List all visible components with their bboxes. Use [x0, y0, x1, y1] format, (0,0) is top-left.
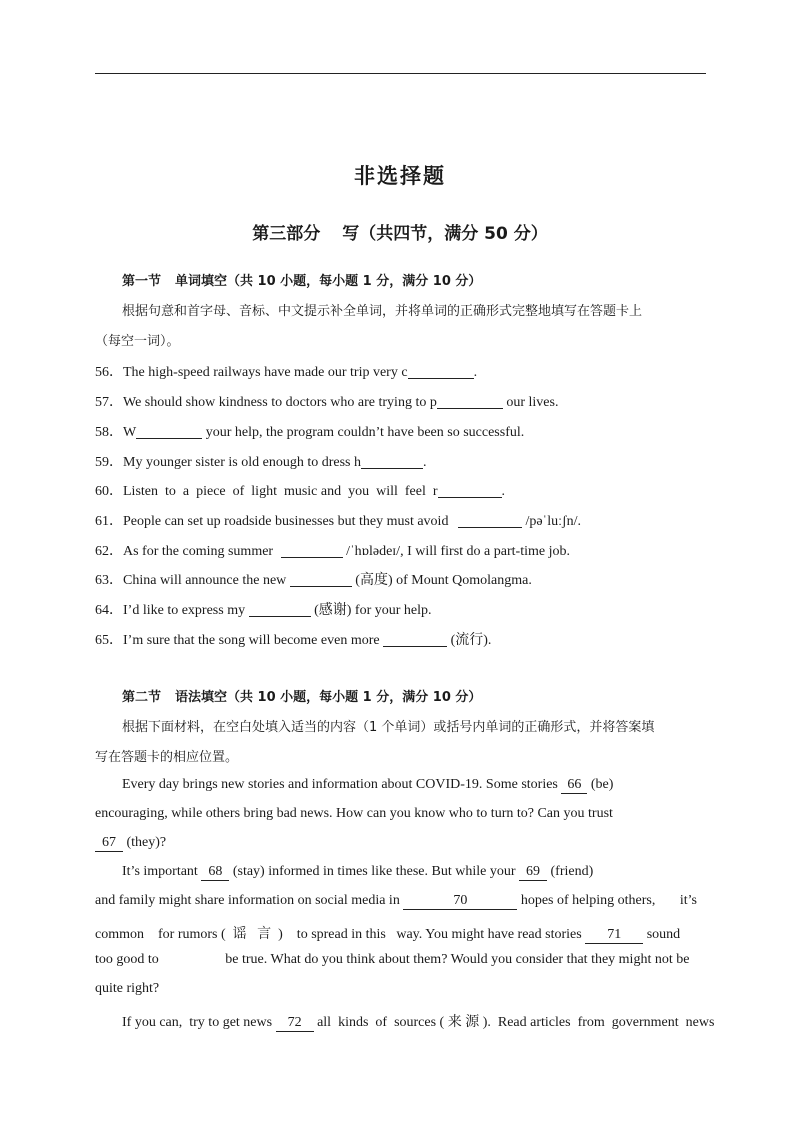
question-57: 57．We should show kindness to doctors who are trying to p our lives.	[95, 395, 559, 410]
question-61: 61．People can set up roadside businesses but they must avoid /pəˈluːʃn/.	[95, 514, 582, 529]
blank-71[interactable]: 71	[585, 927, 643, 944]
passage-line: It’s important 68 (stay) informed in times like these. But while your 69 (friend)	[122, 864, 594, 879]
section-2-instruction: 根据下面材料，在空白处填入适当的内容（1 个单词）或括号内单词的正确形式，并将答案填	[122, 720, 655, 735]
part-heading	[0, 219, 800, 244]
answer-blank[interactable]	[438, 483, 502, 498]
blank-68[interactable]: 68	[201, 864, 229, 881]
blank-72[interactable]: 72	[276, 1015, 314, 1032]
question-58: 58．W your help, the program couldn’t have been so successful.	[95, 425, 525, 440]
passage-line: Every day brings new stories and information about COVID-19. Some stories 66 (be)	[122, 777, 614, 792]
section-1-heading	[122, 270, 481, 289]
section-2-instruction: 写在答题卡的相应位置。	[95, 750, 239, 765]
part-text: 写（共四节，满分 50 分）	[342, 224, 548, 244]
passage-line: quite right?	[95, 981, 160, 996]
header-rule	[95, 73, 706, 74]
passage-line: 67 (they)?	[95, 835, 166, 852]
question-64: 64．I’d like to express my (感谢) for your help.	[95, 603, 432, 618]
answer-blank[interactable]	[437, 394, 503, 409]
question-63: 63．China will announce the new (高度) of Mount Qomolangma.	[95, 573, 532, 588]
blank-66[interactable]: 66	[561, 777, 587, 794]
answer-blank[interactable]	[290, 572, 352, 587]
passage-line: If you can, try to get news 72 all kinds of sources ( 来 源 ). Read articles from government news	[122, 1015, 715, 1030]
blank-67[interactable]: 67	[95, 835, 123, 852]
question-56: 56．The high-speed railways have made our trip very c .	[95, 365, 478, 380]
answer-blank[interactable]	[361, 454, 423, 469]
answer-blank[interactable]	[281, 543, 343, 558]
question-62: 62．As for the coming summer /ˈhɒlədeɪ/, I will first do a part-time job.	[95, 544, 570, 559]
section-1-instruction: （每空一词）。	[95, 334, 180, 349]
question-60: 60．Listen to a piece of light music and you will feel r .	[95, 484, 506, 499]
answer-blank[interactable]	[136, 424, 202, 439]
passage-line: too good to be true. What do you think about them? Would you consider that they might not be	[95, 952, 690, 967]
section-1-label: 第一节	[122, 274, 162, 289]
page-title: 非选择题	[354, 164, 446, 188]
part-label: 第三部分	[252, 224, 321, 244]
answer-blank[interactable]	[408, 364, 474, 379]
answer-blank[interactable]	[383, 632, 447, 647]
section-2-heading	[122, 686, 481, 705]
passage-line: and family might share information on social media in 70 hopes of helping others, it’s	[95, 893, 697, 908]
passage-line: common for rumors ( 谣 言 ) to spread in this way. You might have read stories 71 sound	[95, 927, 681, 942]
blank-70[interactable]: 70	[403, 893, 517, 910]
question-59: 59．My younger sister is old enough to dress h .	[95, 455, 427, 470]
section-1-instruction: 根据句意和首字母、音标、中文提示补全单词，并将单词的正确形式完整地填写在答题卡上	[122, 304, 643, 319]
section-2-label: 第二节	[122, 690, 162, 705]
answer-blank[interactable]	[249, 602, 311, 617]
blank-69[interactable]: 69	[519, 864, 547, 881]
question-65: 65．I’m sure that the song will become even more (流行).	[95, 633, 492, 648]
section-2-text: 语法填空（共 10 小题，每小题 1 分，满分 10 分）	[175, 690, 482, 705]
section-1-text: 单词填空（共 10 小题，每小题 1 分，满分 10 分）	[175, 274, 482, 289]
passage-line: encouraging, while others bring bad news. How can you know who to turn to? Can you trust	[95, 806, 613, 821]
answer-blank[interactable]	[458, 513, 522, 528]
